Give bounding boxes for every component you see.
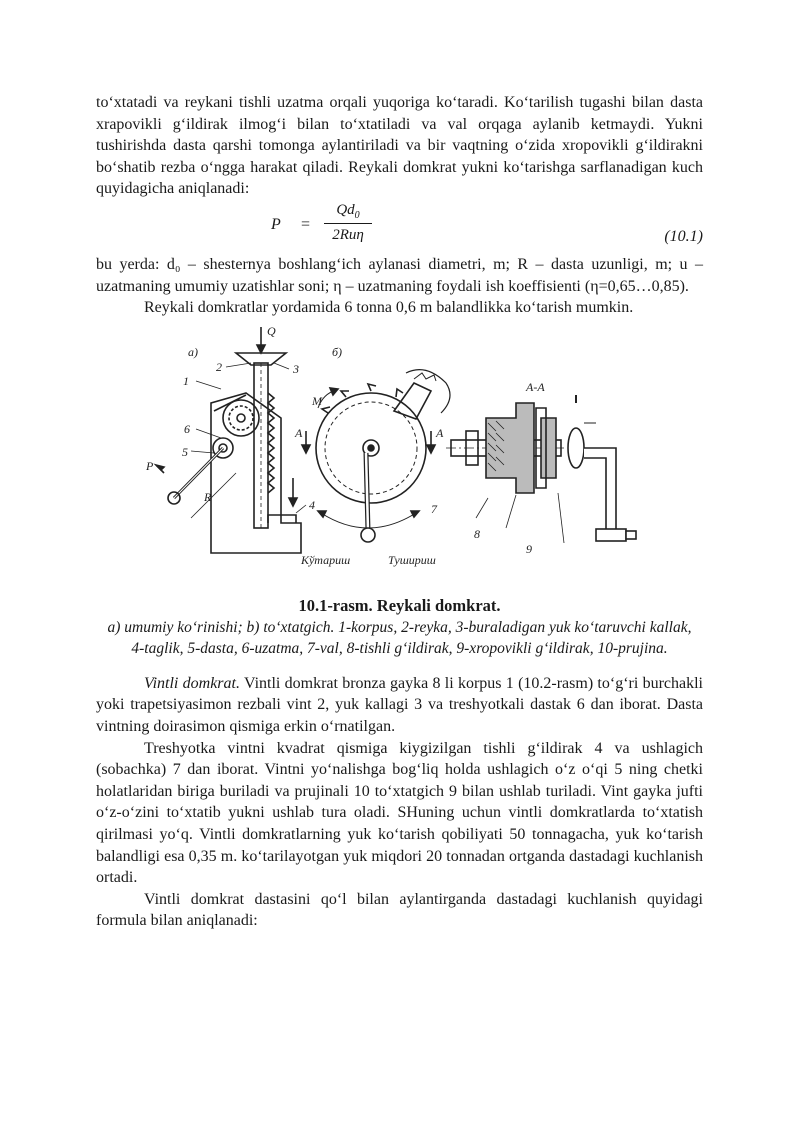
fig-num-8: 8 [474, 526, 480, 541]
section-crank [584, 448, 616, 533]
paragraph-capacity: Reykali domkratlar yordamida 6 tonna 0,6 m balandlikka ko‘tarish mumkin. [144, 299, 634, 317]
fig-label-A-left: A [295, 425, 303, 440]
figure-caption-description: a) umumiy ko‘rinishi; b) to‘xtatgich. 1-korpus, 2-reyka, 3-buraladigan yuk ko‘taruvchi kallak, 4-taglik, 5-dasta, 6-uzatma, 7-val, 8-tishli g‘ildirak, 9-xropovikli g‘ildirak, 10-prujina. [107, 618, 692, 657]
formula-equals: = [301, 215, 311, 233]
figure-drawing [96, 323, 703, 581]
paragraph-intro: to‘xtatadi va reykani tishli uzatma orqali yuqoriga ko‘taradi. Ko‘tarilish tugashi bilan dasta xrapovikli g‘ildirak ilmog‘i bilan to‘xtatiladi va val orqaga aylanib ketmaydi. Yukni tushirishda dasta qarshi tomonga aylantiriladi va bir vaqtning o‘zida xropovikli g‘ildirakni bo‘shatib rezba o‘ngga harakat qiladi. Reykali domkrat yukni ko‘tarishga sarflanadigan kuch quyidagicha aniqlanadi: [96, 94, 703, 198]
fig-num-2: 2 [216, 359, 222, 374]
fig-label-P: P [146, 458, 154, 473]
fig-label-R: R [204, 489, 212, 504]
paragraph-screw-jack [96, 673, 703, 738]
formula-numerator-sub: 0 [354, 209, 360, 221]
fig-num-6: 6 [184, 421, 190, 436]
fig-num-4: 4 [309, 497, 315, 512]
fig-label-lift: Кўтариш [301, 552, 351, 567]
fig-label-Q: Q [267, 323, 276, 338]
paragraph-handle-force: Vintli domkrat dastasini qo‘l bilan aylantirganda dastadagi kuchlanish quyidagi formula bilan aniqlanadi: [96, 890, 703, 930]
fig-label-b: б) [332, 344, 343, 359]
fig-num-5: 5 [182, 444, 188, 459]
fig-label-lower: Тушириш [388, 552, 436, 567]
paragraph-screw-jack-term: Vintli domkrat. [144, 674, 240, 692]
fig-label-section: A-A [526, 379, 545, 394]
fig-label-A-right: A [436, 425, 444, 440]
fig-label-M: M [312, 393, 322, 408]
jack-foot [268, 515, 296, 523]
fig-label-a: а) [188, 344, 198, 359]
formula-fraction [324, 202, 372, 244]
paragraph-screw-jack-text: Vintli domkrat bronza gayka 8 li korpus 1 (10.2-rasm) to‘g‘ri burchakli yoki trapetsiyasimon rezbali vint 2, yuk kallagi 3 va treshyotkali dastak 6 dan iborat. Dasta vintning doirasimon qismiga erkin o‘rnatilgan. [96, 674, 704, 735]
jack-body [211, 393, 301, 553]
fig-num-7: 7 [431, 501, 437, 516]
figure-rack-jack [96, 323, 703, 581]
paragraph-ratchet: Treshyotka vintni kvadrat qismiga kiygizilgan tishli g‘ildirak 4 va ushlagich (sobachka) 7 dan iborat. Vintni yo‘nalishga bog‘liq holda ushlagich o‘z o‘qi 5 ning chetki holatlaridan biriga buriladi va prujinali 10 to‘xtatgich 9 bilan ushlab turiladi. Vint gayka jufti o‘z-o‘zini to‘xtatib yukni ushlab tura oladi. SHuning uchun vintli domkratlarda to‘xtatish qirilmasi yo‘q. Vintli domkratlarning yuk ko‘tarish qobiliyati 50 tonnagacha, yuk ko‘tarish balandligi esa 0,35 m. ko‘tarilayotgan yuk miqdori 20 tonnadan ortganda dastadagi kuchlanish ortadi. [96, 739, 703, 887]
formula-denominator: 2Ruη [332, 226, 364, 243]
fig-num-3: 3 [293, 361, 299, 376]
page-content [96, 92, 703, 932]
fig-num-9: 9 [526, 541, 532, 556]
formula-number: (10.1) [664, 227, 703, 245]
formula-10-1 [96, 202, 703, 252]
paragraph-definitions: bu yerda: d₀ – shesternya boshlang‘ich aylanasi diametri, m; R – dasta uzunligi, m; u – uzatmaning umumiy uzatishlar soni; η – uzatmaning foydali ish koeffisienti (η=0,65…0,85). [96, 255, 703, 295]
formula-lhs: P [271, 215, 281, 233]
formula-numerator [324, 202, 372, 224]
figure-caption-title: 10.1-rasm. Reykali domkrat. [298, 595, 501, 615]
fig-num-1: 1 [183, 373, 189, 388]
formula-numerator-base: Qd [336, 201, 355, 218]
